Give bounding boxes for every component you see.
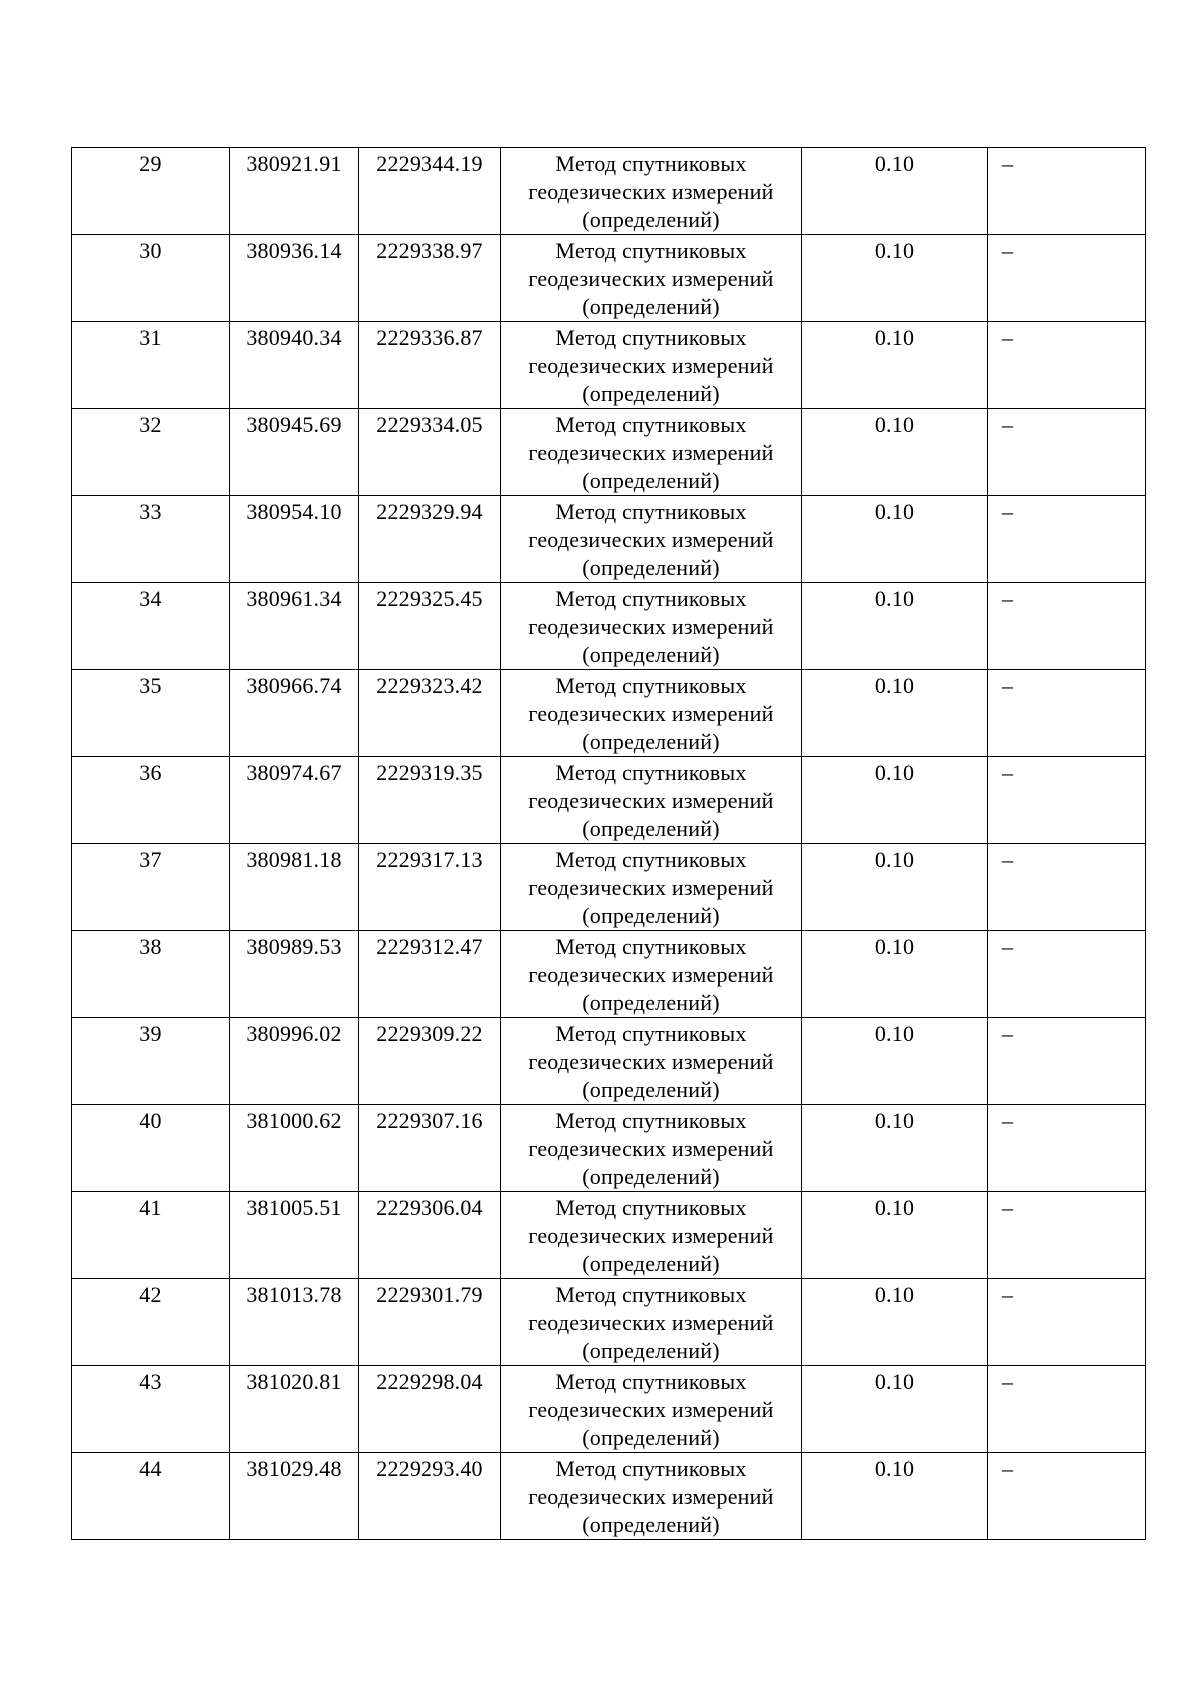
accuracy-cell: 0.10	[802, 1105, 988, 1192]
method-text-line: (определений)	[582, 1077, 720, 1102]
y-coordinate-cell: 2229325.45	[359, 583, 501, 670]
method-text-line: (определений)	[582, 1164, 720, 1189]
x-coordinate-cell: 380945.69	[230, 409, 359, 496]
method-text-line: геодезических измерений	[528, 1223, 774, 1248]
table-row	[72, 148, 1146, 235]
method-text-line: геодезических измерений	[528, 1049, 774, 1074]
accuracy-cell: 0.10	[802, 757, 988, 844]
method-cell	[501, 670, 802, 757]
method-cell	[501, 496, 802, 583]
note-cell: –	[988, 496, 1146, 583]
x-coordinate-cell: 381000.62	[230, 1105, 359, 1192]
x-coordinate-cell: 380989.53	[230, 931, 359, 1018]
method-cell	[501, 1105, 802, 1192]
note-cell: –	[988, 583, 1146, 670]
table-row	[72, 322, 1146, 409]
method-text-line: геодезических измерений	[528, 1484, 774, 1509]
method-cell	[501, 1192, 802, 1279]
note-cell: –	[988, 1018, 1146, 1105]
method-text-line: геодезических измерений	[528, 788, 774, 813]
y-coordinate-cell: 2229293.40	[359, 1453, 501, 1540]
method-cell	[501, 235, 802, 322]
x-coordinate-cell: 380981.18	[230, 844, 359, 931]
accuracy-cell: 0.10	[802, 1453, 988, 1540]
point-number-cell: 41	[72, 1192, 230, 1279]
method-text-line: Метод спутниковых	[555, 1108, 747, 1133]
point-number-cell: 34	[72, 583, 230, 670]
coordinates-table	[71, 147, 1146, 1540]
method-text-line: геодезических измерений	[528, 875, 774, 900]
x-coordinate-cell: 380936.14	[230, 235, 359, 322]
table-row	[72, 1453, 1146, 1540]
accuracy-cell: 0.10	[802, 670, 988, 757]
method-text-line: геодезических измерений	[528, 962, 774, 987]
accuracy-cell: 0.10	[802, 235, 988, 322]
method-cell	[501, 409, 802, 496]
table-row	[72, 757, 1146, 844]
method-text-line: Метод спутниковых	[555, 1369, 747, 1394]
accuracy-cell: 0.10	[802, 409, 988, 496]
point-number-cell: 42	[72, 1279, 230, 1366]
accuracy-cell: 0.10	[802, 148, 988, 235]
method-text-line: (определений)	[582, 729, 720, 754]
note-cell: –	[988, 844, 1146, 931]
note-cell: –	[988, 670, 1146, 757]
x-coordinate-cell: 380996.02	[230, 1018, 359, 1105]
x-coordinate-cell: 380940.34	[230, 322, 359, 409]
table-row	[72, 670, 1146, 757]
method-text-line: (определений)	[582, 468, 720, 493]
y-coordinate-cell: 2229301.79	[359, 1279, 501, 1366]
note-cell: –	[988, 1279, 1146, 1366]
method-cell	[501, 1279, 802, 1366]
method-text-line: (определений)	[582, 294, 720, 319]
note-cell: –	[988, 148, 1146, 235]
x-coordinate-cell: 381029.48	[230, 1453, 359, 1540]
point-number-cell: 39	[72, 1018, 230, 1105]
method-cell	[501, 148, 802, 235]
method-text-line: геодезических измерений	[528, 1397, 774, 1422]
y-coordinate-cell: 2229344.19	[359, 148, 501, 235]
method-text-line: (определений)	[582, 1512, 720, 1537]
y-coordinate-cell: 2229336.87	[359, 322, 501, 409]
method-cell	[501, 844, 802, 931]
method-text-line: (определений)	[582, 381, 720, 406]
coordinates-table-body	[72, 148, 1146, 1540]
method-text-line: (определений)	[582, 1251, 720, 1276]
method-text-line: геодезических измерений	[528, 266, 774, 291]
method-text-line: (определений)	[582, 1425, 720, 1450]
accuracy-cell: 0.10	[802, 1279, 988, 1366]
note-cell: –	[988, 931, 1146, 1018]
table-row	[72, 1018, 1146, 1105]
x-coordinate-cell: 380961.34	[230, 583, 359, 670]
point-number-cell: 33	[72, 496, 230, 583]
method-text-line: геодезических измерений	[528, 440, 774, 465]
accuracy-cell: 0.10	[802, 583, 988, 670]
note-cell: –	[988, 1453, 1146, 1540]
note-cell: –	[988, 757, 1146, 844]
method-text-line: Метод спутниковых	[555, 238, 747, 263]
method-cell	[501, 1453, 802, 1540]
y-coordinate-cell: 2229307.16	[359, 1105, 501, 1192]
method-cell	[501, 1366, 802, 1453]
method-text-line: Метод спутниковых	[555, 1282, 747, 1307]
method-text-line: Метод спутниковых	[555, 586, 747, 611]
note-cell: –	[988, 409, 1146, 496]
method-text-line: геодезических измерений	[528, 179, 774, 204]
method-text-line: Метод спутниковых	[555, 847, 747, 872]
method-text-line: геодезических измерений	[528, 614, 774, 639]
point-number-cell: 31	[72, 322, 230, 409]
method-text-line: Метод спутниковых	[555, 1021, 747, 1046]
method-text-line: (определений)	[582, 903, 720, 928]
method-text-line: Метод спутниковых	[555, 499, 747, 524]
x-coordinate-cell: 380921.91	[230, 148, 359, 235]
method-text-line: Метод спутниковых	[555, 325, 747, 350]
y-coordinate-cell: 2229323.42	[359, 670, 501, 757]
point-number-cell: 37	[72, 844, 230, 931]
x-coordinate-cell: 381013.78	[230, 1279, 359, 1366]
y-coordinate-cell: 2229309.22	[359, 1018, 501, 1105]
accuracy-cell: 0.10	[802, 1192, 988, 1279]
x-coordinate-cell: 380954.10	[230, 496, 359, 583]
table-row	[72, 496, 1146, 583]
y-coordinate-cell: 2229306.04	[359, 1192, 501, 1279]
point-number-cell: 43	[72, 1366, 230, 1453]
method-cell	[501, 757, 802, 844]
table-row	[72, 931, 1146, 1018]
method-text-line: (определений)	[582, 990, 720, 1015]
y-coordinate-cell: 2229334.05	[359, 409, 501, 496]
accuracy-cell: 0.10	[802, 844, 988, 931]
x-coordinate-cell: 381020.81	[230, 1366, 359, 1453]
point-number-cell: 40	[72, 1105, 230, 1192]
method-cell	[501, 322, 802, 409]
table-row	[72, 235, 1146, 322]
method-cell	[501, 1018, 802, 1105]
y-coordinate-cell: 2229338.97	[359, 235, 501, 322]
method-text-line: геодезических измерений	[528, 1310, 774, 1335]
table-row	[72, 1279, 1146, 1366]
method-text-line: (определений)	[582, 207, 720, 232]
method-text-line: (определений)	[582, 555, 720, 580]
table-row	[72, 1192, 1146, 1279]
note-cell: –	[988, 1105, 1146, 1192]
note-cell: –	[988, 1366, 1146, 1453]
point-number-cell: 44	[72, 1453, 230, 1540]
method-text-line: Метод спутниковых	[555, 1456, 747, 1481]
table-row	[72, 1105, 1146, 1192]
method-text-line: геодезических измерений	[528, 353, 774, 378]
method-text-line: Метод спутниковых	[555, 934, 747, 959]
accuracy-cell: 0.10	[802, 1366, 988, 1453]
method-text-line: (определений)	[582, 642, 720, 667]
point-number-cell: 30	[72, 235, 230, 322]
method-text-line: Метод спутниковых	[555, 760, 747, 785]
table-row	[72, 844, 1146, 931]
method-text-line: Метод спутниковых	[555, 151, 747, 176]
method-text-line: Метод спутниковых	[555, 1195, 747, 1220]
x-coordinate-cell: 380974.67	[230, 757, 359, 844]
table-row	[72, 1366, 1146, 1453]
x-coordinate-cell: 380966.74	[230, 670, 359, 757]
method-text-line: (определений)	[582, 1338, 720, 1363]
x-coordinate-cell: 381005.51	[230, 1192, 359, 1279]
point-number-cell: 36	[72, 757, 230, 844]
y-coordinate-cell: 2229317.13	[359, 844, 501, 931]
method-text-line: Метод спутниковых	[555, 673, 747, 698]
note-cell: –	[988, 1192, 1146, 1279]
point-number-cell: 35	[72, 670, 230, 757]
method-text-line: (определений)	[582, 816, 720, 841]
method-text-line: геодезических измерений	[528, 1136, 774, 1161]
method-text-line: геодезических измерений	[528, 701, 774, 726]
method-cell	[501, 931, 802, 1018]
table-row	[72, 583, 1146, 670]
y-coordinate-cell: 2229312.47	[359, 931, 501, 1018]
point-number-cell: 29	[72, 148, 230, 235]
y-coordinate-cell: 2229329.94	[359, 496, 501, 583]
point-number-cell: 38	[72, 931, 230, 1018]
accuracy-cell: 0.10	[802, 496, 988, 583]
y-coordinate-cell: 2229298.04	[359, 1366, 501, 1453]
table-row	[72, 409, 1146, 496]
accuracy-cell: 0.10	[802, 322, 988, 409]
method-text-line: геодезических измерений	[528, 527, 774, 552]
accuracy-cell: 0.10	[802, 931, 988, 1018]
accuracy-cell: 0.10	[802, 1018, 988, 1105]
method-text-line: Метод спутниковых	[555, 412, 747, 437]
point-number-cell: 32	[72, 409, 230, 496]
note-cell: –	[988, 322, 1146, 409]
method-cell	[501, 583, 802, 670]
note-cell: –	[988, 235, 1146, 322]
y-coordinate-cell: 2229319.35	[359, 757, 501, 844]
